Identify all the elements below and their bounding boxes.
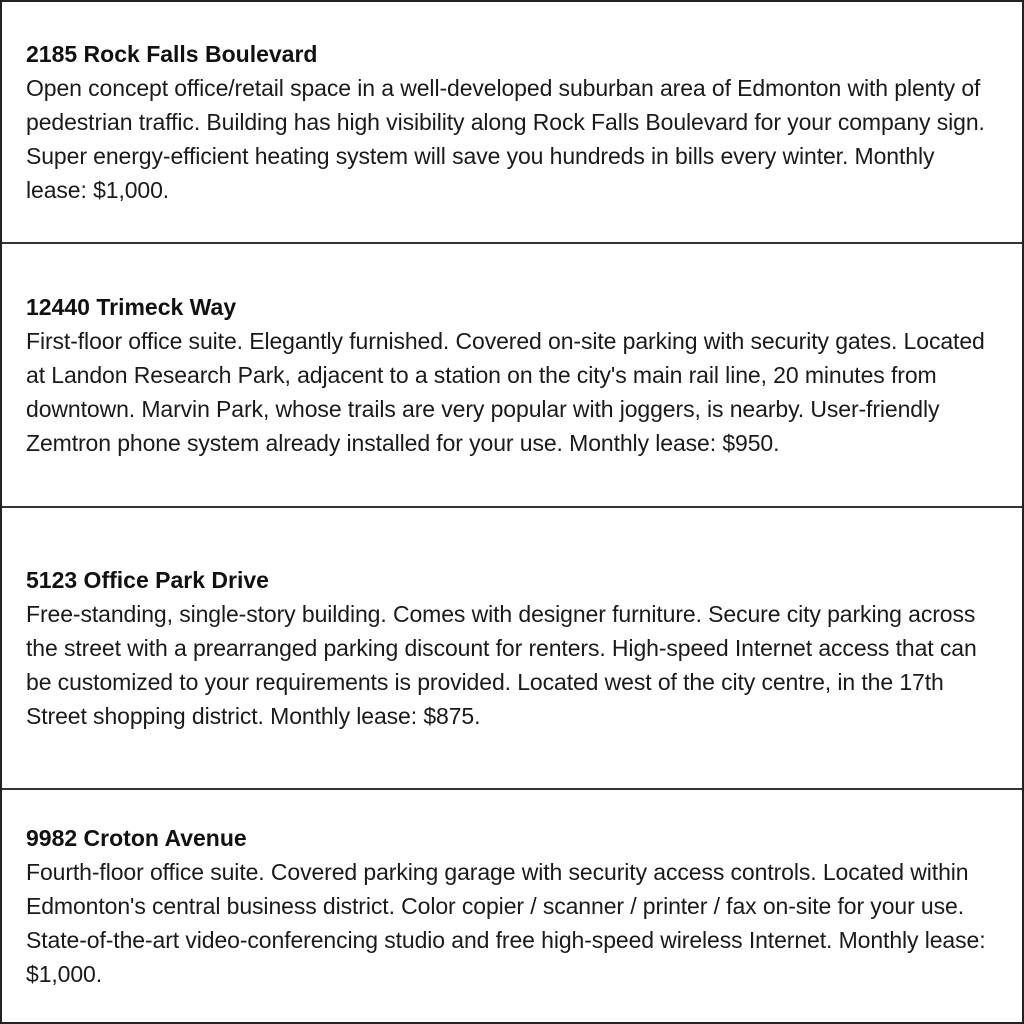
listing-croton-avenue xyxy=(2,790,1022,1022)
listing-office-park-drive xyxy=(2,508,1022,790)
listing-description: First-floor office suite. Elegantly furnished. Covered on-site parking with security gates. Located at Landon Research Park, adjacent to a station on the city's main rail line, 20 minutes from downtown. Marvin Park, whose trails are very popular with joggers, is nearby. User-friendly Zemtron phone system already installed for your use. Monthly lease: $950. xyxy=(26,327,985,457)
listing-title: 2185 Rock Falls Boulevard xyxy=(26,40,318,67)
listing-title: 9982 Croton Avenue xyxy=(26,824,247,851)
listing-description: Fourth-floor office suite. Covered parking garage with security access controls. Located within Edmonton's central business district. Color copier / scanner / printer / fax on-site for your use. State-of-the-art video-conferencing studio and free high-speed wireless Internet. Monthly lease: $1,000. xyxy=(26,858,986,988)
listing-title: 5123 Office Park Drive xyxy=(26,566,269,593)
listing-trimeck-way xyxy=(2,244,1022,508)
listing-title: 12440 Trimeck Way xyxy=(26,293,237,320)
listing-rock-falls-boulevard xyxy=(2,2,1022,244)
listing-description: Free-standing, single-story building. Comes with designer furniture. Secure city parking across the street with a prearranged parking discount for renters. High-speed Internet access that can be customized to your requirements is provided. Located west of the city centre, in the 17th Street shopping district. Monthly lease: $875. xyxy=(26,600,977,730)
listing-description: Open concept office/retail space in a well-developed suburban area of Edmonton with plenty of pedestrian traffic. Building has high visibility along Rock Falls Boulevard for your company sign. Super energy-efficient heating system will save you hundreds in bills every winter. Monthly lease: $1,000. xyxy=(26,74,985,204)
